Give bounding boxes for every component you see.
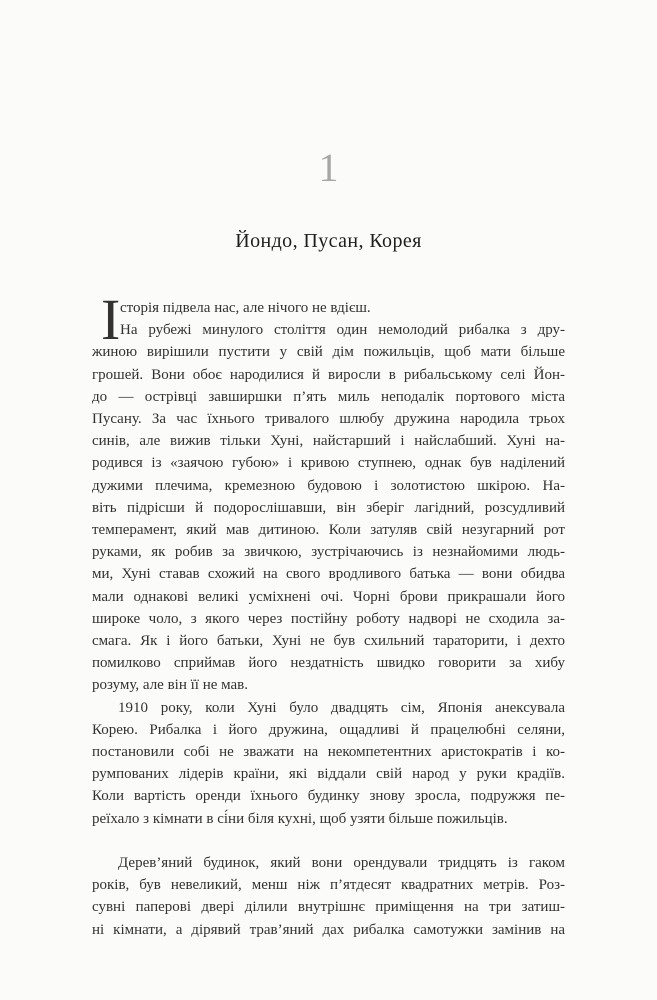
text-line: темперамент, який мав дитиною. Коли затуляв свій незугарний рот bbox=[92, 522, 565, 539]
paragraph bbox=[92, 697, 565, 830]
text-line: сувні паперові двері ділили внутрішнє приміщення на три затиш- bbox=[92, 899, 565, 916]
text-line: На рубежі минулого століття один немолодий рибалка з дру- bbox=[120, 322, 565, 339]
text-line: ні кімнати, а дірявий трав’яний дах рибалка самотужки замінив на bbox=[92, 921, 565, 938]
text-line: до — острівці завширшки п’ять миль неподалік портового міста bbox=[92, 388, 565, 405]
text-line: жиною вирішили пустити у свій дім пожильців, щоб мати більше bbox=[92, 344, 565, 361]
body-text bbox=[92, 287, 565, 941]
text-line: розуму, але він її не мав. bbox=[92, 677, 249, 694]
paragraph bbox=[92, 287, 565, 697]
text-line: грошей. Вони обоє народилися й виросли в рибальському селі Йон- bbox=[92, 366, 565, 383]
text-line: 1910 року, коли Хуні було двадцять сім, Японія анексувала bbox=[118, 699, 565, 716]
text-line: родився із «заячою губою» і кривою ступнею, однак був наділений bbox=[92, 455, 565, 472]
text-line: руками, як робив за звичкою, зустрічаючись із незнайомими людь- bbox=[92, 544, 565, 561]
text-line: дужими плечима, кремезною будовою і золотистою шкірою. На- bbox=[92, 477, 565, 494]
text-line: Дерев’яний будинок, який вони орендували тридцять із гаком bbox=[118, 855, 565, 872]
text-line: румпованих лідерів країни, які віддали свій народ у руки крадіїв. bbox=[92, 766, 565, 783]
text-line: синів, але вижив тільки Хуні, найстарший і найслабший. Хуні на- bbox=[92, 433, 565, 450]
text-line: ми, Хуні ставав схожий на свого вродливого батька — вони обидва bbox=[92, 566, 565, 583]
paragraph bbox=[92, 852, 565, 941]
text-line: сторія підвела нас, але нічого не вдієш. bbox=[120, 300, 371, 316]
text-line: помилково сприймав його нездатність швидко говорити за хибу bbox=[92, 655, 565, 672]
text-line: віть підрісши й подорослішавши, він зберіг лагідний, розсудливий bbox=[92, 499, 565, 516]
text-line: років, був невеликий, менш ніж п’ятдесят квадратних метрів. Роз- bbox=[92, 877, 565, 894]
chapter-number: 1 bbox=[318, 145, 339, 190]
text-line: смага. Як і його батьки, Хуні не був схильний тараторити, і дехто bbox=[92, 633, 565, 650]
text-line: постановили собі не зважати на некомпетентних аристократів і ко- bbox=[92, 744, 565, 761]
text-line: Корею. Рибалка і його дружина, ощадливі й працелюбні селяни, bbox=[92, 721, 565, 738]
text-line: мали однакові великі усміхнені очі. Чорні брови прикрашали його bbox=[92, 588, 565, 605]
text-line: реїхало з кімнати в сі́ни біля кухні, щоб узяти більше пожильців. bbox=[92, 810, 508, 827]
drop-cap: І bbox=[101, 287, 121, 352]
text-line: Пусану. За час їхнього тривалого шлюбу дружина народила трьох bbox=[92, 411, 565, 428]
chapter-title: Йондо, Пусан, Корея bbox=[235, 230, 422, 252]
text-line: широке чоло, з якого через постійну роботу надворі не сходила за- bbox=[92, 610, 565, 627]
text-line: Коли вартість оренди їхнього будинку знову зросла, подружжя пе- bbox=[92, 788, 565, 805]
